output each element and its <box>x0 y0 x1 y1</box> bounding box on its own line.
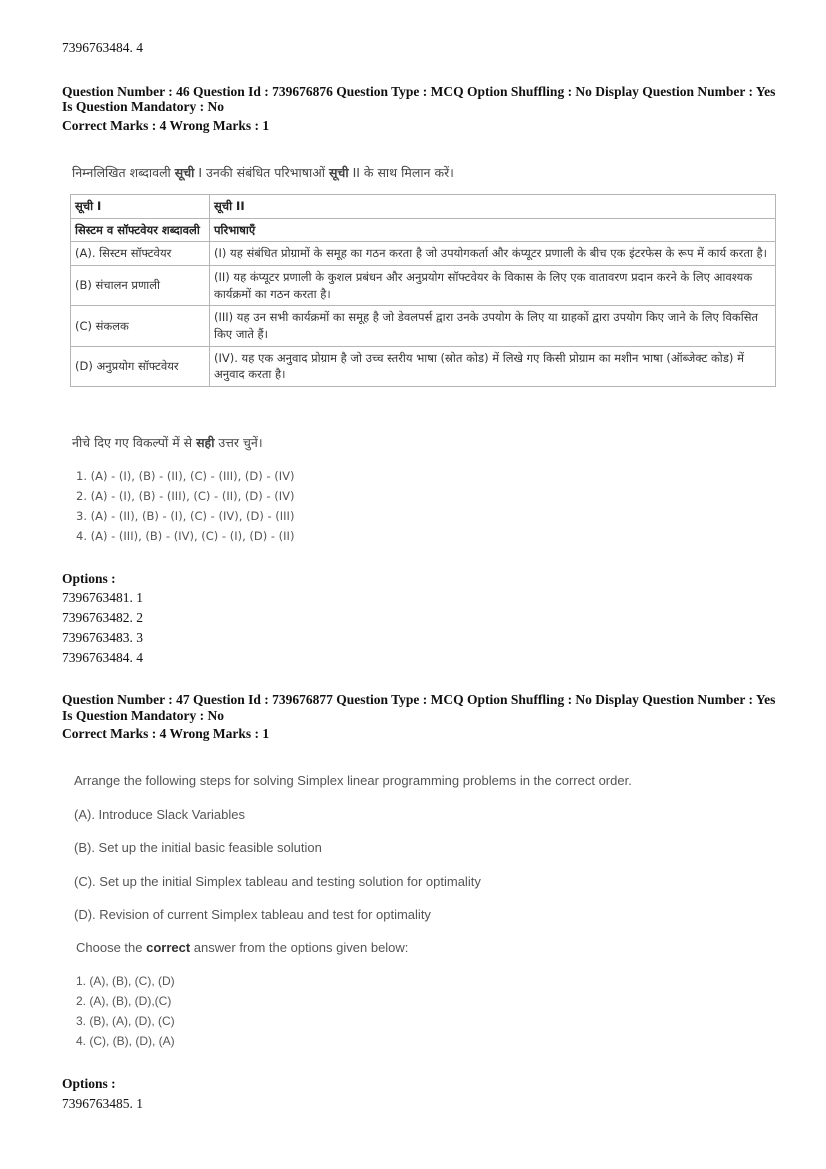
table-cell-left: (D) अनुप्रयोग सॉफ्टवेयर <box>71 346 210 386</box>
table-cell-left: (B) संचालन प्रणाली <box>71 266 210 306</box>
q46-answer-4: 4. (A) - (III), (B) - (IV), (C) - (I), (D) - (II) <box>76 529 295 543</box>
table-row <box>71 346 776 386</box>
list1-subheader: सिस्टम व सॉफ्टवेयर शब्दावली <box>71 218 210 242</box>
q47-meta-line2: Is Question Mandatory : No <box>62 708 225 723</box>
q46-meta-line2: Is Question Mandatory : No <box>62 99 225 114</box>
list2-subheader: परिभाषाएँ <box>210 218 776 242</box>
table-row <box>71 242 776 266</box>
q47-answer-3: 3. (B), (A), (D), (C) <box>76 1014 175 1028</box>
table-cell-right: (I) यह संबंधित प्रोग्रामों के समूह का गठन करता है जो उपयोगकर्ता और कंप्यूटर प्रणाली के बीच एक इंटरफेस के रूप में कार्य करता है। <box>210 242 776 266</box>
q46-option-1: 7396763481. 1 <box>62 590 143 605</box>
table-cell-right: (IV). यह एक अनुवाद प्रोग्राम है जो उच्च स्तरीय भाषा (स्रोत कोड) में लिखे गए किसी प्रोग्राम का मशीन भाषा (ऑब्जेक्ट कोड) में अनुवाद करता है। <box>210 346 776 386</box>
q46-option-3: 7396763483. 3 <box>62 630 143 645</box>
q46-meta-line3: Correct Marks : 4 Wrong Marks : 1 <box>62 118 270 133</box>
q47-option-1: 7396763485. 1 <box>62 1096 143 1111</box>
q47-meta-line1: Question Number : 47 Question Id : 739676877 Question Type : MCQ Option Shuffling : No Display Question Number : Yes <box>62 692 776 707</box>
q47-answer-2: 2. (A), (B), (D),(C) <box>76 994 172 1008</box>
table-row <box>71 306 776 346</box>
q47-prompt: Arrange the following steps for solving Simplex linear programming problems in the correct order. <box>74 773 632 788</box>
table-cell-right: (II) यह कंप्यूटर प्रणाली के कुशल प्रबंधन और अनुप्रयोग सॉफ्टवेयर के विकास के लिए एक वातावरण प्रदान करने के लिए आवश्यक कार्यक्रमों का गठन करता है। <box>210 266 776 306</box>
table-cell-left: (A). सिस्टम सॉफ्टवेयर <box>71 242 210 266</box>
q47-step-c: (C). Set up the initial Simplex tableau and testing solution for optimality <box>74 874 481 889</box>
q46-option-2: 7396763482. 2 <box>62 610 143 625</box>
table-row <box>71 266 776 306</box>
table-cell-left: (C) संकलक <box>71 306 210 346</box>
q46-answer-3: 3. (A) - (II), (B) - (I), (C) - (IV), (D) - (III) <box>76 509 295 523</box>
q46-meta-line1: Question Number : 46 Question Id : 739676876 Question Type : MCQ Option Shuffling : No Display Question Number : Yes <box>62 84 776 99</box>
q46-answer-1: 1. (A) - (I), (B) - (II), (C) - (III), (D) - (IV) <box>76 469 295 483</box>
list1-header: सूची I <box>71 195 210 219</box>
q47-options-label: Options : <box>62 1076 116 1091</box>
q47-meta-line3: Correct Marks : 4 Wrong Marks : 1 <box>62 726 270 741</box>
q47-step-b: (B). Set up the initial basic feasible solution <box>74 840 322 855</box>
table-cell-right: (III) यह उन सभी कार्यक्रमों का समूह है जो डेवलपर्स द्वारा उनके उपयोग के लिए या ग्राहकों द्वारा उपयोग किए जाने के लिए विकसित किए जाते हैं। <box>210 306 776 346</box>
q46-option-4: 7396763484. 4 <box>62 650 143 665</box>
list2-header: सूची II <box>210 195 776 219</box>
q47-step-d: (D). Revision of current Simplex tableau and test for optimality <box>74 907 431 922</box>
header-option-id: 7396763484. 4 <box>62 40 143 55</box>
q46-matching-table <box>70 194 776 387</box>
q46-instruction: निम्नलिखित शब्दावली सूची I उनकी संबंधित परिभाषाओं सूची II के साथ मिलान करें। <box>72 165 454 180</box>
q47-step-a: (A). Introduce Slack Variables <box>74 807 245 822</box>
q47-answer-4: 4. (C), (B), (D), (A) <box>76 1034 175 1048</box>
q47-choose-text: Choose the correct answer from the options given below: <box>76 940 409 955</box>
q46-answer-2: 2. (A) - (I), (B) - (III), (C) - (II), (D) - (IV) <box>76 489 295 503</box>
table-header-row <box>71 195 776 219</box>
q47-answer-1: 1. (A), (B), (C), (D) <box>76 974 175 988</box>
q46-options-label: Options : <box>62 571 116 586</box>
table-subheader-row <box>71 218 776 242</box>
q46-choose-text: नीचे दिए गए विकल्पों में से सही उत्तर चुनें। <box>72 435 263 450</box>
